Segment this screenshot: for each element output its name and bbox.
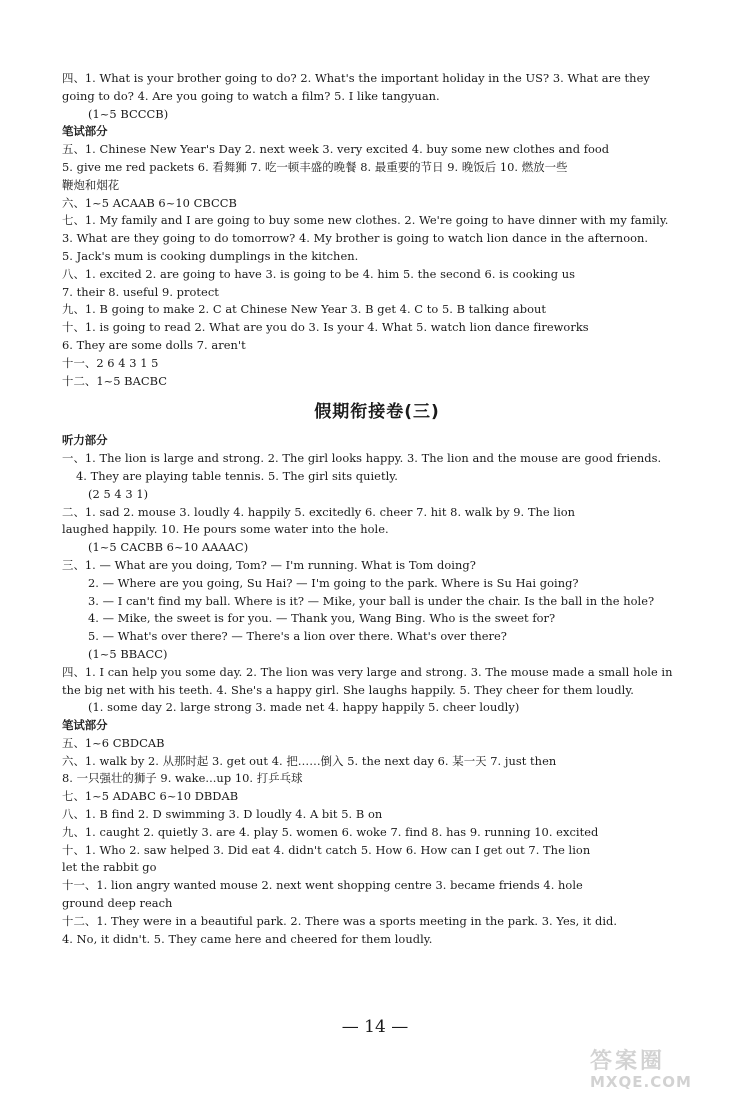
answer-line: 五、1. Chinese New Year's Day 2. next week 3. very excited 4. buy some new clothes and food <box>62 142 610 157</box>
answer-line: 3. — I can't find my ball. Where is it? — Mike, your ball is under the chair. Is the ball in the hole? <box>88 593 655 608</box>
answer-line: 四、1. What is your brother going to do? 2. What's the important holiday in the US? 3. What are they <box>62 71 650 85</box>
section-title: 假期衔接卷(三) <box>314 402 440 423</box>
answer-line: 5. give me red packets 6. 看舞狮 7. 吃一顿丰盛的晚餐 8. 最重要的节日 9. 晚饭后 10. 燃放一些 <box>62 159 568 174</box>
answer-line: 4. No, it didn't. 5. They came here and cheered for them loudly. <box>62 931 433 946</box>
answer-line: 一、1. The lion is large and strong. 2. The girl looks happy. 3. The lion and the mouse are good friends. <box>62 451 662 466</box>
answer-line: 8. 一只强壮的狮子 9. wake...up 10. 打乒乓球 <box>62 771 303 786</box>
answer-line: 六、1~5 ACAAB 6~10 CBCCB <box>62 195 237 210</box>
answer-line: 4. They are playing table tennis. 5. The girl sits quietly. <box>76 468 398 483</box>
answer-line: 2. — Where are you going, Su Hai? — I'm going to the park. Where is Su Hai going? <box>88 575 579 590</box>
answer-line: 五、1~6 CBDCAB <box>62 735 165 750</box>
answer-line: 三、1. — What are you doing, Tom? — I'm running. What is Tom doing? <box>62 557 476 572</box>
section-label-written: 笔试部分 <box>62 718 108 733</box>
answer-line: 十、1. Who 2. saw helped 3. Did eat 4. didn't catch 5. How 6. How can I get out 7. The lion <box>62 842 591 857</box>
answer-line: 5. — What's over there? — There's a lion over there. What's over there? <box>88 629 507 644</box>
answer-line: 4. — Mike, the sweet is for you. — Thank you, Wang Bing. Who is the sweet for? <box>88 611 556 626</box>
answer-line: 八、1. excited 2. are going to have 3. is going to be 4. him 5. the second 6. is cooking us <box>62 266 575 281</box>
answer-line: 7. their 8. useful 9. protect <box>62 284 219 299</box>
answer-line: 6. They are some dolls 7. aren't <box>62 337 246 352</box>
answer-line: 十一、1. lion angry wanted mouse 2. next went shopping centre 3. became friends 4. hole <box>62 878 583 893</box>
answer-line: the big net with his teeth. 4. She's a happy girl. She laughs happily. 5. They cheer for them loudly. <box>62 682 634 697</box>
watermark-logo <box>590 1050 740 1090</box>
answer-line: (1~5 CACBB 6~10 AAAAC) <box>88 540 249 555</box>
section-label-listening: 听力部分 <box>62 433 108 448</box>
answer-line: 二、1. sad 2. mouse 3. loudly 4. happily 5. excitedly 6. cheer 7. hit 8. walk by 9. The lion <box>62 504 576 519</box>
answer-line: 鞭炮和烟花 <box>62 177 120 192</box>
page-number: — 14 — <box>341 1017 409 1037</box>
answer-line: (1. some day 2. large strong 3. made net 4. happy happily 5. cheer loudly) <box>88 700 520 715</box>
answer-page <box>62 70 692 948</box>
answer-line: 八、1. B find 2. D swimming 3. D loudly 4. A bit 5. B on <box>62 807 383 822</box>
watermark-text-top: 答案圈 <box>590 1049 666 1074</box>
answer-line: 十一、2 6 4 3 1 5 <box>62 355 159 370</box>
watermark-text-bottom: MXQE.COM <box>590 1073 692 1091</box>
answer-line: (2 5 4 3 1) <box>88 486 149 501</box>
answer-line: 七、1~5 ADABC 6~10 DBDAB <box>62 789 239 804</box>
answer-block-previous <box>62 70 692 390</box>
answer-line: 十二、1~5 BACBC <box>62 373 168 388</box>
answer-block-current <box>62 432 692 948</box>
answer-line: ground deep reach <box>62 896 173 911</box>
answer-line: 六、1. walk by 2. 从那时起 3. get out 4. 把……倒入 5. the next day 6. 某一天 7. just then <box>62 753 557 768</box>
answer-line: (1~5 BCCCB) <box>88 106 169 121</box>
section-label-written: 笔试部分 <box>62 124 108 139</box>
answer-line: (1~5 BBACC) <box>88 646 168 661</box>
answer-line: 七、1. My family and I are going to buy some new clothes. 2. We're going to have dinner with my family. <box>62 213 669 228</box>
answer-line: let the rabbit go <box>62 860 157 875</box>
answer-line: 九、1. caught 2. quietly 3. are 4. play 5. women 6. woke 7. find 8. has 9. running 10. excited <box>62 824 599 839</box>
answer-line: laughed happily. 10. He pours some water into the hole. <box>62 522 389 537</box>
answer-line: 四、1. I can help you some day. 2. The lion was very large and strong. 3. The mouse made a small hole in <box>62 664 673 679</box>
answer-line: 十、1. is going to read 2. What are you do 3. Is your 4. What 5. watch lion dance fireworks <box>62 320 589 335</box>
answer-line: 十二、1. They were in a beautiful park. 2. There was a sports meeting in the park. 3. Yes, it did. <box>62 913 618 928</box>
answer-line: going to do? 4. Are you going to watch a film? 5. I like tangyuan. <box>62 88 440 103</box>
answer-line: 5. Jack's mum is cooking dumplings in the kitchen. <box>62 248 359 263</box>
answer-line: 3. What are they going to do tomorrow? 4. My brother is going to watch lion dance in the afternoon. <box>62 231 649 246</box>
answer-line: 九、1. B going to make 2. C at Chinese New Year 3. B get 4. C to 5. B talking about <box>62 302 546 317</box>
